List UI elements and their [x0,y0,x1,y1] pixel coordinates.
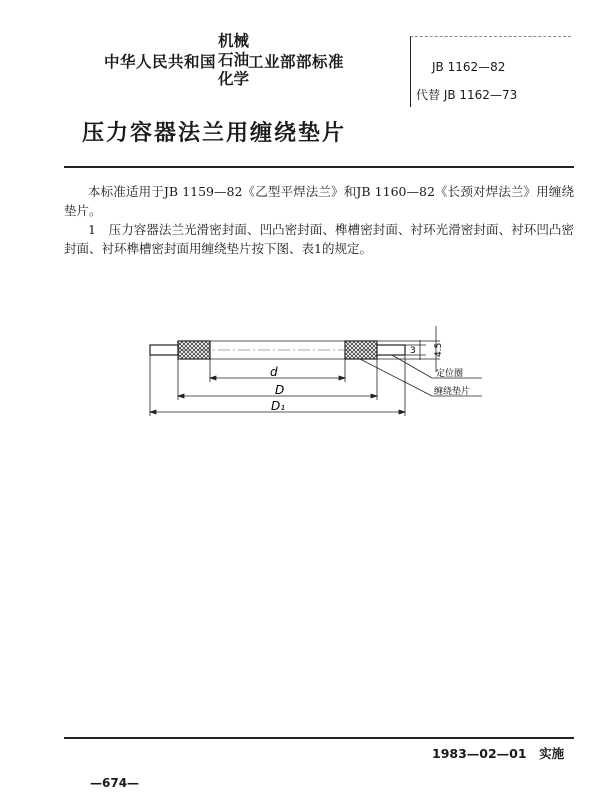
standard-code: JB 1162—82 [432,60,506,74]
left-ring-section [150,345,178,355]
issuer-suffix: 工业部部标准 [248,52,345,71]
scope-paragraph: 本标准适用于JB 1159—82《乙型平焊法兰》和JB 1160—82《长颈对焊法兰》用缠绕垫片。 [64,184,574,218]
header-divider [64,166,574,168]
dim-d-label: d [270,365,278,379]
footer-divider [64,737,574,739]
ministry-petroleum: 石油 [218,50,250,69]
right-ring-section [377,345,405,355]
dimension-lines [150,326,482,416]
locating-ring-label: 定位圈 [436,369,464,379]
issuer-ministries [218,31,249,88]
ministry-chemical: 化学 [218,69,250,88]
gasket-section [150,341,405,359]
issuer-prefix: 中华人民共和国 [104,52,217,71]
clause-1-paragraph: 1 压力容器法兰光滑密封面、凹凸密封面、榫槽密封面、衬环光滑密封面、衬环凹凸密封面、衬环榫槽密封面用缠绕垫片按下图、表1的规定。 [64,222,574,256]
page-number: —674— [90,776,140,790]
ministry-machinery: 机械 [218,31,250,50]
dim-45-label: 4.5 [434,342,444,357]
wound-gasket-label: 缠绕垫片 [434,387,471,397]
effective-date: 1983—02—01 实施 [432,746,565,761]
document-title: 压力容器法兰用缠绕垫片 [82,120,347,146]
gasket-diagram [0,300,600,430]
replaces-code: 代替 JB 1162—73 [416,88,518,102]
dim-3-label: 3 [410,346,416,356]
dim-D-label: D [275,383,285,397]
dim-D1-label: D₁ [271,399,286,413]
